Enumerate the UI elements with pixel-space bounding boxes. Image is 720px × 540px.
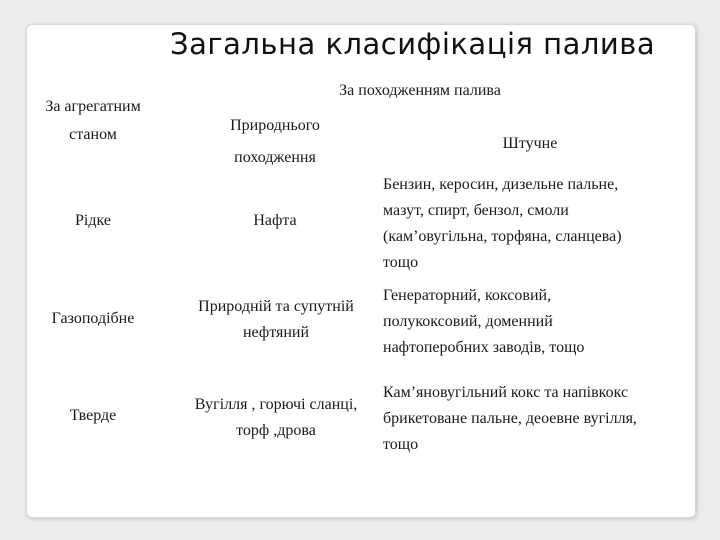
row-solid-artificial-line: Кам’яновугільний кокс та напівкокс <box>383 384 629 401</box>
row-solid-natural <box>174 392 378 444</box>
row-gas-artificial-line: Генераторний, коксовий, <box>383 287 552 304</box>
header-natural <box>195 113 355 171</box>
row-solid-artificial-line: брикетоване пальне, деоевне вугілля, <box>383 410 637 427</box>
header-by-state <box>28 94 158 148</box>
row-liquid-artificial-line: тощо <box>383 254 419 271</box>
slide-title: Загальна класифікація палива <box>170 27 656 61</box>
row-gas-natural-line: нефтяний <box>242 324 310 341</box>
row-liquid-artificial-line: (кам’овугільна, торфяна, сланцева) <box>383 228 622 245</box>
row-solid-natural-line: торф ,дрова <box>236 422 316 439</box>
row-gas-artificial-line: полукоксовий, доменний <box>383 313 553 330</box>
row-liquid-artificial <box>383 172 683 276</box>
row-gas-state: Газоподібне <box>51 310 135 327</box>
row-solid-artificial-line: тощо <box>383 436 419 453</box>
header-artificial: Штучне <box>502 135 558 152</box>
header-natural-line2: походження <box>234 149 316 166</box>
header-by-state-line2: станом <box>69 126 117 143</box>
row-solid-artificial <box>383 380 688 458</box>
row-liquid-natural: Нафта <box>253 212 297 229</box>
row-liquid-state: Рідке <box>75 212 111 229</box>
row-liquid-artificial-line: мазут, спирт, бензол, смоли <box>383 202 569 219</box>
header-by-state-line1: За агрегатним <box>45 98 141 115</box>
row-solid-state: Тверде <box>69 407 117 424</box>
header-natural-line1: Природнього <box>230 117 320 134</box>
row-liquid-artificial-line: Бензин, керосин, дизельне пальне, <box>383 176 619 193</box>
header-by-origin: За походженням палива <box>339 82 501 99</box>
row-gas-artificial <box>383 283 683 361</box>
row-gas-artificial-line: нафтоперобних заводів, тощо <box>383 339 585 356</box>
row-solid-natural-line: Вугілля , горючі сланці, <box>194 396 358 413</box>
row-gas-natural-line: Природній та супутній <box>198 298 354 315</box>
row-gas-natural <box>178 294 374 346</box>
